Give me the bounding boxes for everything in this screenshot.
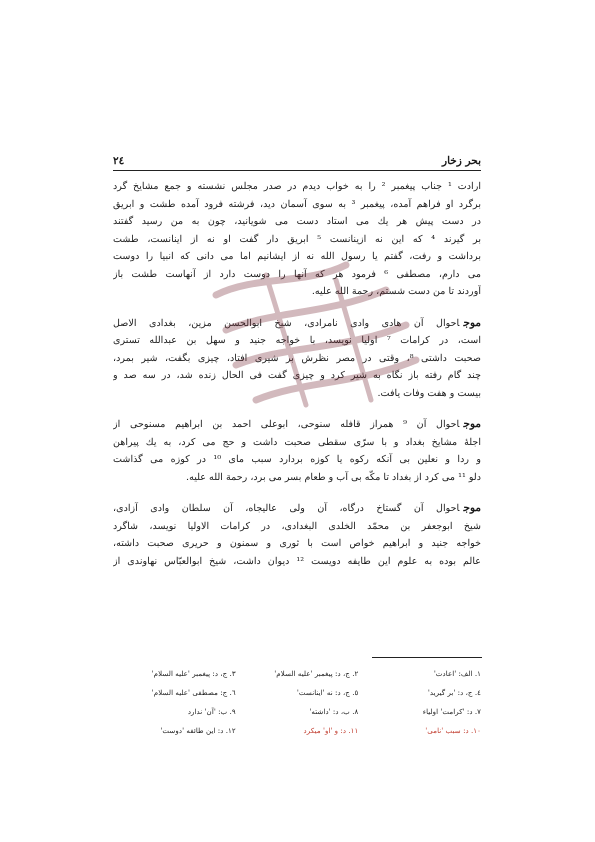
footnote: ٣. ج، د: پیغمبر 'علیه السلام' — [151, 669, 236, 678]
header-rule — [113, 170, 481, 171]
text-line: اجلهٔ مشایخ بغداد و با سرّی سقطی صحبت داشت و حج می کرد، به یك پیراهن — [113, 436, 481, 448]
text-line-content: احوال آن گستاخ درگاه، آن ولی عالیجاه، آن سلطان وادی آزادی، — [113, 503, 460, 514]
footnotes — [113, 664, 481, 740]
footnote-row — [113, 702, 481, 721]
section-mark: موج — [463, 316, 481, 329]
running-header — [113, 154, 481, 168]
footnote: ٤. ج، د: 'بر گیرید' — [427, 688, 481, 697]
text-line: بر گیرند ⁴ که این نه ازینانست ⁵ ابریق دار گفت او نه از اینانست، طشت — [113, 233, 481, 245]
text-line: برداشت و رفت، گفتم یا رسول الله نه از ایشانیم اما می دانی که انبیا را دوست — [113, 251, 481, 262]
text-line: خواجه جنید و ابراهیم خواص است با ثوری و سمنون و حریری صحبت داشته، — [113, 538, 481, 549]
body-text — [113, 178, 481, 584]
text-line: بیست و هفت وفات یافت. — [377, 387, 481, 399]
text-line: ارادت ¹ جناب پیغمبر ² را به خواب دیدم در صدر مجلس نشسته و جمع مشایخ گرد — [113, 181, 481, 192]
text-line: شیخ ابوجعفر بن محمّد الخلدی البغدادی، در کرامات الاولیا نویسد، شاگرد — [113, 520, 481, 532]
text-line: برگرد او فراهم آمده، پیغمبر ³ به سوی آسمان دید، فرشته فرود آمده طشت و ابریق — [113, 198, 481, 210]
text-line: و ردا و نعلین بی آنکه رکوه یا کوزه بردارد سبب مای ¹⁰ در کوزه می گذاشت — [113, 454, 481, 465]
text-line: می دارم، مصطفی ⁶ فرمود هر که آنها را دوست دارد از آنهاست طشت باز — [113, 268, 481, 280]
text-line — [113, 500, 481, 518]
section-mark: موج — [463, 502, 481, 514]
text-line: دلو ¹¹ می کرد از بغداد تا مکّه بی آب و طعام بسر می برد، رحمة الله علیه. — [186, 471, 481, 483]
footnote-row — [113, 683, 481, 702]
footnote-row — [113, 721, 481, 740]
footnote: ١. الف: 'اعادت' — [433, 669, 481, 678]
paragraph-3 — [113, 416, 481, 486]
paragraph-2 — [113, 315, 481, 403]
footnote: ٢. ج، د: پیغمبر 'علیه السلام' — [274, 669, 359, 678]
text-line: است، در کرامات ⁷ اولیا نویسد، با خواجه جنید و سهل بن عبدالله تستری — [113, 335, 481, 346]
footnote-row — [113, 664, 481, 683]
text-line: صحبت داشتی ⁸، وقتی در مصر نظرش بر شیری افتاد، چیزی بگفت، شیر بمرد، — [113, 352, 481, 364]
footnote: ١١. د: و 'او' میکرد — [303, 726, 359, 735]
section-mark: موج — [463, 418, 481, 430]
text-line — [113, 416, 481, 434]
text-line-content: احوال آن هادی وادی نامرادی، شیخ ابوالحسن مزین، بغدادی الاصل — [113, 317, 460, 329]
paragraph-1 — [113, 178, 481, 301]
text-line: عالم بوده به علوم این طایفه دویست ¹² دیوان داشت، شیخ ابوالعبّاس نهاوندی از — [113, 555, 481, 567]
footnote: ١٠. د: سبب 'نامی' — [425, 726, 481, 735]
footnote: ٨. ب، د: 'داشته' — [309, 707, 359, 716]
footnote: ٩. ب: 'آن' ندارد — [187, 707, 236, 716]
text-line: آوردند تا من دست شستم، رحمة الله علیه. — [311, 286, 481, 297]
running-title: بحر زخار — [442, 155, 481, 167]
page-number: ٢٤ — [113, 155, 125, 167]
footnote: ١٢. د: این طائفه 'دوست' — [160, 726, 236, 735]
text-line: در دست پیش هر یك می استاد دست می شویانید، چون به من رسید گفتند — [113, 216, 481, 227]
footnote: ٧. د: 'کرامت' اولیاء — [422, 707, 481, 716]
paragraph-4 — [113, 500, 481, 570]
footnote: ٦. ج: مصطفی 'علیه السلام' — [151, 688, 236, 697]
text-line: چند گام رفته باز نگاه به شیر کرد و چیزی گفت فی الحال زنده شد، در سه صد و — [113, 370, 481, 381]
text-line-content: احوال آن ⁹ همراز قافله سنوحی، ابوعلی احمد بن ابراهیم مسنوحی از — [113, 419, 460, 430]
footnote: ٥. ج، د: نه 'اینانست' — [296, 688, 359, 697]
text-line — [113, 315, 481, 333]
